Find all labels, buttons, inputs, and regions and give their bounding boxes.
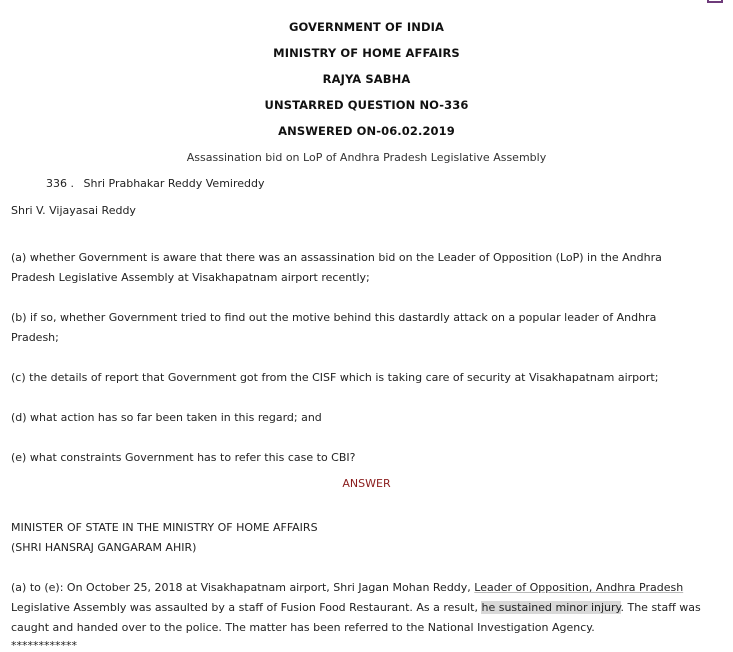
answer-line1-text: (a) to (e): On October 25, 2018 at Visakhapatnam airport, Shri Jagan Mohan Reddy, <box>11 581 475 594</box>
answer-label: ANSWER <box>342 477 391 490</box>
question-c: (c) the details of report that Government got from the CISF which is taking care of security at Visakhapatnam airport; <box>11 371 659 384</box>
header-question-number: UNSTARRED QUESTION NO-336 <box>264 98 469 112</box>
answer-footer: ************ <box>11 639 77 652</box>
answer-line1 <box>11 581 683 594</box>
header-ministry: MINISTRY OF HOME AFFAIRS <box>273 46 460 60</box>
answer-line2-tail: . The staff was <box>620 601 701 614</box>
header-house: RAJYA SABHA <box>322 72 411 86</box>
question-a-line1: (a) whether Government is aware that there was an assassination bid on the Leader of Opposition (LoP) in the Andhra <box>11 251 662 264</box>
answer-line2 <box>11 601 701 614</box>
question-subject: Assassination bid on LoP of Andhra Pradesh Legislative Assembly <box>186 151 547 164</box>
header-government: GOVERNMENT OF INDIA <box>288 20 445 34</box>
answer-highlight: he sustained minor injury <box>481 601 621 614</box>
answer-line3: caught and handed over to the police. The matter has been referred to the National Investigation Agency. <box>11 621 595 634</box>
question-a-line2: Pradesh Legislative Assembly at Visakhapatnam airport recently; <box>11 271 370 284</box>
answer-line1-underlined: Leader of Opposition, Andhra Pradesh <box>474 581 684 594</box>
member-line <box>46 177 264 190</box>
header-answered-date: ANSWERED ON-06.02.2019 <box>278 124 455 138</box>
question-b-line2: Pradesh; <box>11 331 59 344</box>
answer-line2-text: Legislative Assembly was assaulted by a staff of Fusion Food Restaurant. As a result, <box>11 601 482 614</box>
member-secondary: Shri V. Vijayasai Reddy <box>11 204 136 217</box>
question-b-line1: (b) if so, whether Government tried to find out the motive behind this dastardly attack on a popular leader of Andhra <box>11 311 657 324</box>
member-primary: Shri Prabhakar Reddy Vemireddy <box>83 177 265 190</box>
question-e: (e) what constraints Government has to refer this case to CBI? <box>11 451 356 464</box>
corner-icon <box>707 0 723 3</box>
minister-title: MINISTER OF STATE IN THE MINISTRY OF HOME AFFAIRS <box>11 521 318 534</box>
question-number: 336 . <box>46 177 74 190</box>
minister-name: (SHRI HANSRAJ GANGARAM AHIR) <box>11 541 197 554</box>
question-d: (d) what action has so far been taken in this regard; and <box>11 411 322 424</box>
